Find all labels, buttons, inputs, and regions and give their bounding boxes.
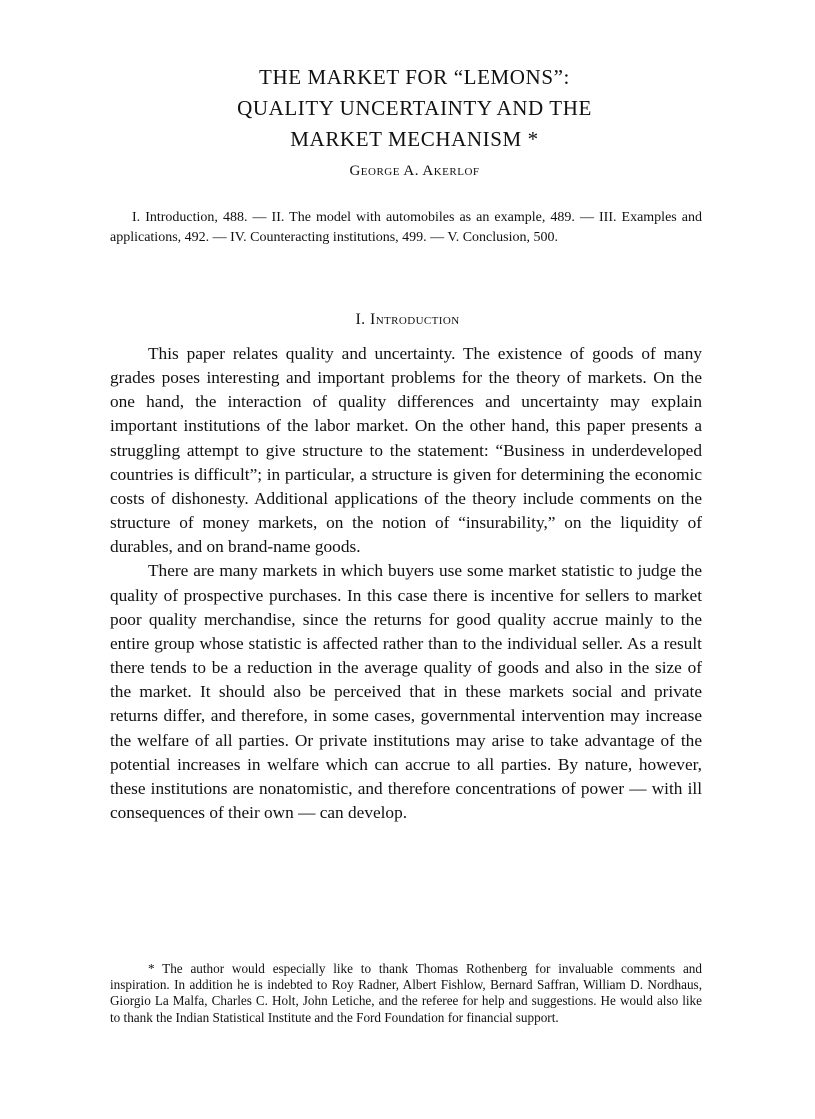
paper-title-line-2: QUALITY UNCERTAINTY AND THE <box>237 96 592 120</box>
footnote-text: * The author would especially like to thank Thomas Rothenberg for invaluable comments and inspiration. In addition he is indebted to Roy Radner, Albert Fishlow, Bernard Saffran, William D. Nordhaus, Giorgio La Malfa, Charles C. Holt, John Letiche, and the referee for help and suggestions. He would also like to thank the Indian Statistical Institute and the Ford Foundation for financial support. <box>110 961 702 1025</box>
body-paragraph-1: This paper relates quality and uncertainty. The existence of goods of many grades poses interesting and important problems for the theory of markets. On the one hand, the interaction of quality differences and uncertainty may explain important institutions of the labor market. On the other hand, this paper presents a struggling attempt to give structure to the statement: “Business in underdeveloped countries is difficult”; in particular, a structure is given for determining the economic costs of dishonesty. Additional applications of the theory include comments on the structure of money markets, on the notion of “insurability,” on the liquidity of durables, and on brand-name goods. <box>110 344 702 557</box>
section-heading: I. Introduction <box>355 311 460 328</box>
paper-title-line-3: MARKET MECHANISM * <box>290 127 539 151</box>
footnote <box>110 961 702 1026</box>
paper-title-line-1: THE MARKET FOR “LEMONS”: <box>259 65 570 89</box>
table-of-contents: I. Introduction, 488. — II. The model with automobiles as an example, 489. — III. Examples and applications, 492. — IV. Counteracting institutions, 499. — V. Conclusion, 500. <box>110 210 702 245</box>
title-block <box>0 62 815 180</box>
paper-author: George A. Akerlof <box>349 163 480 179</box>
body-paragraph-2: There are many markets in which buyers use some market statistic to judge the quality of prospective purchases. In this case there is incentive for sellers to market poor quality merchandise, since the returns for good quality accrue mainly to the entire group whose statistic is affected rather than to the individual seller. As a result there tends to be a reduction in the average quality of goods and also in the size of the market. It should also be perceived that in these markets social and private returns differ, and therefore, in some cases, governmental intervention may increase the welfare of all parties. Or private institutions may arise to take advantage of the potential increases in welfare which can accrue to all parties. By nature, however, these institutions are nonatomistic, and therefore concentrations of power — with ill consequences of their own — can develop. <box>110 561 702 822</box>
body-text <box>110 342 702 825</box>
